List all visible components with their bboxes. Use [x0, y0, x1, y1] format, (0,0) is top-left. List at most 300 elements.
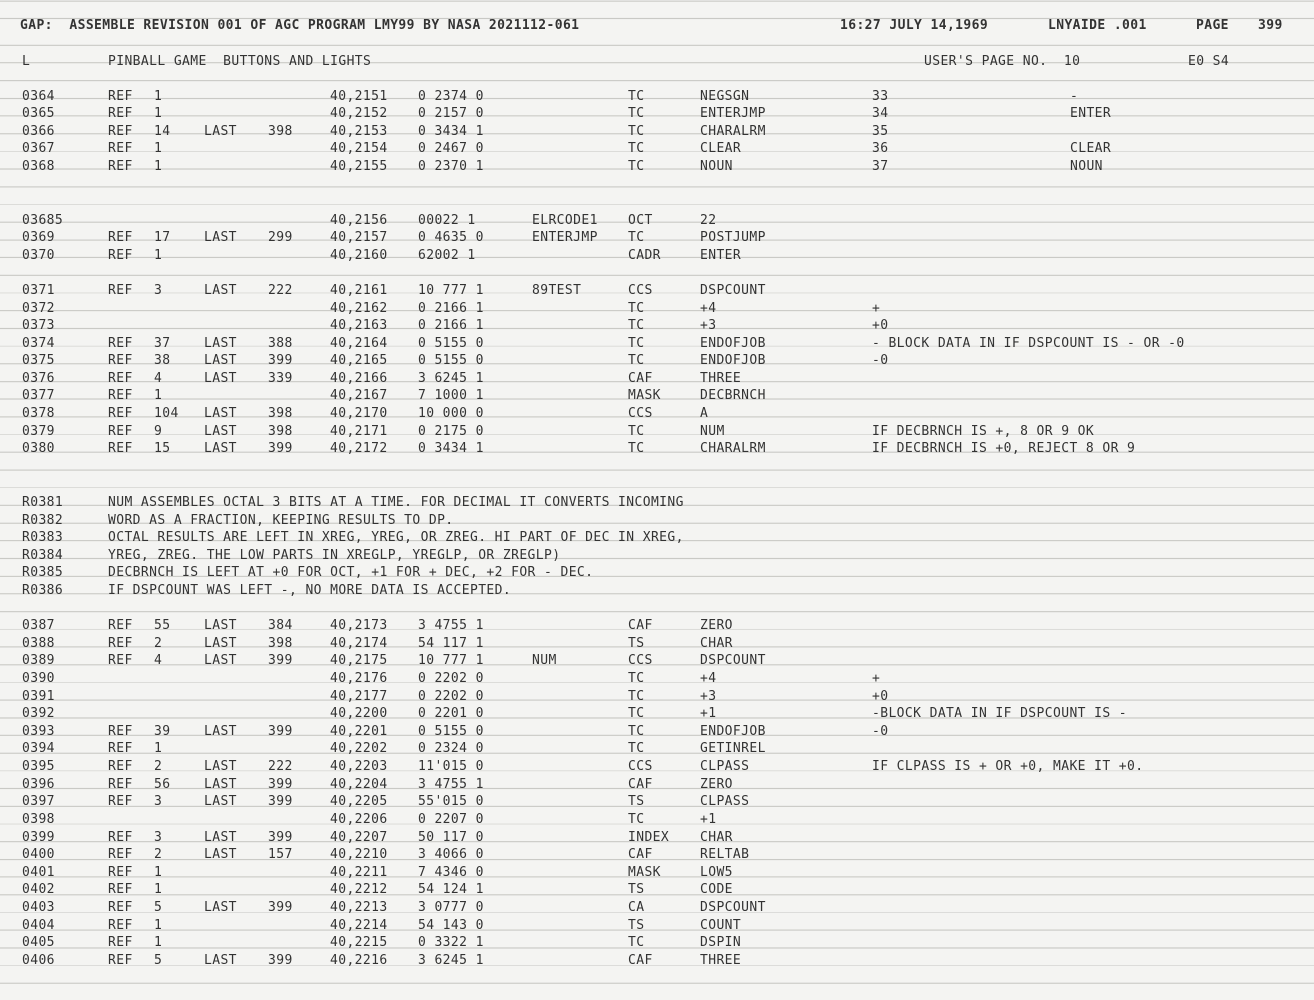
ref-tag: REF — [108, 141, 133, 156]
opcode: CAF — [628, 847, 653, 862]
operand: CLEAR — [700, 141, 742, 156]
ref-tag: REF — [108, 441, 133, 456]
line-number: R0384 — [22, 548, 64, 563]
octal-code: 0 2374 0 — [418, 89, 484, 104]
line-number: 0379 — [22, 424, 55, 439]
line-number: R0381 — [22, 495, 64, 510]
octal-code: 0 2467 0 — [418, 141, 484, 156]
ref-count: 2 — [154, 636, 163, 651]
listing-line — [0, 705, 1314, 723]
operand: CLPASS — [700, 794, 750, 809]
address: 40,2176 — [330, 671, 388, 686]
last-tag: LAST — [204, 124, 237, 139]
ref-count: 1 — [154, 141, 163, 156]
octal-code: 0 2166 1 — [418, 301, 484, 316]
octal-code: 3 4066 0 — [418, 847, 484, 862]
operand: GETINREL — [700, 741, 766, 756]
listing-line — [0, 440, 1314, 458]
ref-count: 55 — [154, 618, 171, 633]
ref-tag: REF — [108, 230, 133, 245]
address: 40,2151 — [330, 89, 388, 104]
octal-code: 0 5155 0 — [418, 724, 484, 739]
operand: LOW5 — [700, 865, 733, 880]
ref-tag: REF — [108, 935, 133, 950]
ref-tag: REF — [108, 830, 133, 845]
comment: 33 — [872, 89, 889, 104]
address: 40,2207 — [330, 830, 388, 845]
remark-text: YREG, ZREG. THE LOW PARTS IN XREGLP, YREGLP, OR ZREGLP) — [108, 548, 561, 563]
operand: ENDOFJOB — [700, 336, 766, 351]
line-number: 0368 — [22, 159, 55, 174]
address: 40,2202 — [330, 741, 388, 756]
ref-count: 3 — [154, 830, 163, 845]
last-line: 398 — [268, 406, 293, 421]
last-tag: LAST — [204, 847, 237, 862]
line-number: 0375 — [22, 353, 55, 368]
line-number: 0405 — [22, 935, 55, 950]
symbol-label: ELRCODE1 — [532, 213, 598, 228]
last-line: 299 — [268, 230, 293, 245]
octal-code: 00022 1 — [418, 213, 476, 228]
operand: +4 — [700, 301, 717, 316]
octal-code: 0 3434 1 — [418, 441, 484, 456]
comment: -0 — [872, 353, 889, 368]
opcode: TC — [628, 301, 645, 316]
listing-line — [0, 352, 1314, 370]
ref-tag: REF — [108, 618, 133, 633]
line-number: R0383 — [22, 530, 64, 545]
listing-header — [0, 17, 1314, 35]
ref-tag: REF — [108, 953, 133, 968]
operand: COUNT — [700, 918, 742, 933]
address: 40,2201 — [330, 724, 388, 739]
opcode: TC — [628, 230, 645, 245]
opcode: OCT — [628, 213, 653, 228]
listing-line — [0, 88, 1314, 106]
listing-line — [0, 952, 1314, 970]
last-tag: LAST — [204, 406, 237, 421]
remark-text: NUM ASSEMBLES OCTAL 3 BITS AT A TIME. FOR DECIMAL IT CONVERTS INCOMING — [108, 495, 684, 510]
operand: NUM — [700, 424, 725, 439]
octal-code: 0 2202 0 — [418, 671, 484, 686]
opcode: CAF — [628, 777, 653, 792]
listing-line — [0, 247, 1314, 265]
address: 40,2166 — [330, 371, 388, 386]
last-line: 398 — [268, 124, 293, 139]
listing-line — [0, 547, 1314, 565]
operand: ENDOFJOB — [700, 353, 766, 368]
listing-line — [0, 370, 1314, 388]
last-tag: LAST — [204, 759, 237, 774]
ref-count: 1 — [154, 89, 163, 104]
opcode: TC — [628, 706, 645, 721]
ref-count: 5 — [154, 953, 163, 968]
operand: POSTJUMP — [700, 230, 766, 245]
octal-code: 3 0777 0 — [418, 900, 484, 915]
comment: -0 — [872, 724, 889, 739]
ref-count: 4 — [154, 371, 163, 386]
listing-line — [0, 917, 1314, 935]
address: 40,2212 — [330, 882, 388, 897]
line-number: 0403 — [22, 900, 55, 915]
listing-line — [0, 758, 1314, 776]
line-number: 0399 — [22, 830, 55, 845]
address: 40,2171 — [330, 424, 388, 439]
ref-tag: REF — [108, 653, 133, 668]
opcode: CCS — [628, 406, 653, 421]
ref-count: 5 — [154, 900, 163, 915]
line-number: R0386 — [22, 583, 64, 598]
last-line: 384 — [268, 618, 293, 633]
ref-tag: REF — [108, 865, 133, 880]
comment: 37 — [872, 159, 889, 174]
comment: + — [872, 671, 881, 686]
opcode: TS — [628, 882, 645, 897]
operand: NOUN — [700, 159, 733, 174]
listing-line — [0, 212, 1314, 230]
ref-count: 9 — [154, 424, 163, 439]
octal-code: 0 3434 1 — [418, 124, 484, 139]
line-number: 0402 — [22, 882, 55, 897]
octal-code: 0 5155 0 — [418, 336, 484, 351]
line-number: 0396 — [22, 777, 55, 792]
listing-line — [0, 282, 1314, 300]
operand: DSPCOUNT — [700, 653, 766, 668]
address: 40,2215 — [330, 935, 388, 950]
listing-line — [0, 512, 1314, 530]
comment: -BLOCK DATA IN IF DSPCOUNT IS - — [872, 706, 1128, 721]
comment: - BLOCK DATA IN IF DSPCOUNT IS - OR -0 — [872, 336, 1185, 351]
octal-code: 0 2201 0 — [418, 706, 484, 721]
ref-count: 3 — [154, 794, 163, 809]
last-tag: LAST — [204, 653, 237, 668]
key-comment: ENTER — [1070, 106, 1112, 121]
ref-count: 2 — [154, 847, 163, 862]
line-number: 0372 — [22, 301, 55, 316]
last-tag: LAST — [204, 283, 237, 298]
ref-tag: REF — [108, 741, 133, 756]
remark-text: OCTAL RESULTS ARE LEFT IN XREG, YREG, OR ZREG. HI PART OF DEC IN XREG, — [108, 530, 684, 545]
last-tag: LAST — [204, 371, 237, 386]
opcode: MASK — [628, 865, 661, 880]
opcode: CCS — [628, 283, 653, 298]
section-code: E0 S4 — [1188, 54, 1230, 69]
octal-code: 0 2207 0 — [418, 812, 484, 827]
last-line: 399 — [268, 353, 293, 368]
line-number: 0367 — [22, 141, 55, 156]
opcode: TS — [628, 636, 645, 651]
address: 40,2172 — [330, 441, 388, 456]
last-tag: LAST — [204, 618, 237, 633]
last-line: 399 — [268, 441, 293, 456]
operand: NEGSGN — [700, 89, 750, 104]
operand: DSPIN — [700, 935, 742, 950]
listing-line — [0, 405, 1314, 423]
address: 40,2174 — [330, 636, 388, 651]
ref-count: 104 — [154, 406, 179, 421]
address: 40,2170 — [330, 406, 388, 421]
comment: 36 — [872, 141, 889, 156]
ref-tag: REF — [108, 406, 133, 421]
comment: IF DECBRNCH IS +0, REJECT 8 OR 9 — [872, 441, 1136, 456]
listing-line — [0, 529, 1314, 547]
address: 40,2173 — [330, 618, 388, 633]
octal-code: 54 124 1 — [418, 882, 484, 897]
octal-code: 54 143 0 — [418, 918, 484, 933]
listing-line — [0, 494, 1314, 512]
operand: CLPASS — [700, 759, 750, 774]
line-number: 0376 — [22, 371, 55, 386]
last-tag: LAST — [204, 794, 237, 809]
listing-line — [0, 582, 1314, 600]
line-number: 0406 — [22, 953, 55, 968]
line-number: 0369 — [22, 230, 55, 245]
line-number: 0364 — [22, 89, 55, 104]
ref-count: 4 — [154, 653, 163, 668]
symbol-label: ENTERJMP — [532, 230, 598, 245]
listing-line — [0, 140, 1314, 158]
listing-line — [0, 793, 1314, 811]
ref-tag: REF — [108, 371, 133, 386]
opcode: TC — [628, 424, 645, 439]
comment: 34 — [872, 106, 889, 121]
operand: +3 — [700, 318, 717, 333]
opcode: TC — [628, 812, 645, 827]
ref-count: 1 — [154, 159, 163, 174]
symbol-label: NUM — [532, 653, 557, 668]
operand: +1 — [700, 706, 717, 721]
ref-tag: REF — [108, 900, 133, 915]
line-number: 0378 — [22, 406, 55, 421]
opcode: TC — [628, 106, 645, 121]
ref-tag: REF — [108, 336, 133, 351]
opcode: CA — [628, 900, 645, 915]
address: 40,2157 — [330, 230, 388, 245]
ref-count: 2 — [154, 759, 163, 774]
last-line: 399 — [268, 724, 293, 739]
operand: CHARALRM — [700, 124, 766, 139]
line-number: R0385 — [22, 565, 64, 580]
address: 40,2163 — [330, 318, 388, 333]
last-tag: LAST — [204, 230, 237, 245]
octal-code: 7 4346 0 — [418, 865, 484, 880]
ref-tag: REF — [108, 636, 133, 651]
section-title: PINBALL GAME BUTTONS AND LIGHTS — [108, 54, 372, 69]
ref-tag: REF — [108, 388, 133, 403]
octal-code: 54 117 1 — [418, 636, 484, 651]
ref-count: 1 — [154, 388, 163, 403]
line-number: 0374 — [22, 336, 55, 351]
operand: CODE — [700, 882, 733, 897]
address: 40,2164 — [330, 336, 388, 351]
listing-line — [0, 652, 1314, 670]
ref-count: 1 — [154, 865, 163, 880]
address: 40,2210 — [330, 847, 388, 862]
listing-line — [0, 387, 1314, 405]
listing-line — [0, 123, 1314, 141]
opcode: CAF — [628, 618, 653, 633]
line-number: 0395 — [22, 759, 55, 774]
subheader-mark: L — [22, 54, 31, 69]
line-number: 03685 — [22, 213, 64, 228]
ref-count: 1 — [154, 741, 163, 756]
address: 40,2200 — [330, 706, 388, 721]
last-tag: LAST — [204, 953, 237, 968]
line-number: 0404 — [22, 918, 55, 933]
operand: CHARALRM — [700, 441, 766, 456]
opcode: TC — [628, 935, 645, 950]
symbol-label: 89TEST — [532, 283, 582, 298]
last-line: 399 — [268, 794, 293, 809]
ref-tag: REF — [108, 248, 133, 263]
last-line: 399 — [268, 653, 293, 668]
listing-line — [0, 158, 1314, 176]
address: 40,2211 — [330, 865, 388, 880]
header-page-number: 399 — [1258, 18, 1283, 33]
octal-code: 10 000 0 — [418, 406, 484, 421]
octal-code: 0 3322 1 — [418, 935, 484, 950]
opcode: CAF — [628, 371, 653, 386]
last-line: 399 — [268, 953, 293, 968]
line-number: 0370 — [22, 248, 55, 263]
ref-count: 14 — [154, 124, 171, 139]
line-number: R0382 — [22, 513, 64, 528]
last-tag: LAST — [204, 724, 237, 739]
last-tag: LAST — [204, 441, 237, 456]
listing-line — [0, 740, 1314, 758]
line-number: 0390 — [22, 671, 55, 686]
address: 40,2213 — [330, 900, 388, 915]
operand: THREE — [700, 953, 742, 968]
comment: IF CLPASS IS + OR +0, MAKE IT +0. — [872, 759, 1144, 774]
line-number: 0389 — [22, 653, 55, 668]
ref-tag: REF — [108, 794, 133, 809]
operand: ZERO — [700, 777, 733, 792]
octal-code: 0 2202 0 — [418, 689, 484, 704]
octal-code: 7 1000 1 — [418, 388, 484, 403]
operand: DSPCOUNT — [700, 283, 766, 298]
address: 40,2175 — [330, 653, 388, 668]
ref-tag: REF — [108, 847, 133, 862]
octal-code: 0 5155 0 — [418, 353, 484, 368]
address: 40,2167 — [330, 388, 388, 403]
ref-count: 38 — [154, 353, 171, 368]
last-tag: LAST — [204, 777, 237, 792]
ref-tag: REF — [108, 759, 133, 774]
opcode: TS — [628, 794, 645, 809]
line-number: 0387 — [22, 618, 55, 633]
operand: DECBRNCH — [700, 388, 766, 403]
ref-tag: REF — [108, 283, 133, 298]
comment: +0 — [872, 318, 889, 333]
listing-line — [0, 635, 1314, 653]
line-number: 0397 — [22, 794, 55, 809]
opcode: TC — [628, 353, 645, 368]
opcode: TC — [628, 141, 645, 156]
octal-code: 0 2157 0 — [418, 106, 484, 121]
octal-code: 3 6245 1 — [418, 371, 484, 386]
remark-text: WORD AS A FRACTION, KEEPING RESULTS TO DP. — [108, 513, 454, 528]
ref-count: 56 — [154, 777, 171, 792]
ref-count: 1 — [154, 918, 163, 933]
line-number: 0365 — [22, 106, 55, 121]
line-number: 0394 — [22, 741, 55, 756]
listing-line — [0, 688, 1314, 706]
last-line: 388 — [268, 336, 293, 351]
remark-text: DECBRNCH IS LEFT AT +0 FOR OCT, +1 FOR + DEC, +2 FOR - DEC. — [108, 565, 594, 580]
ref-count: 1 — [154, 882, 163, 897]
ref-tag: REF — [108, 777, 133, 792]
opcode: TC — [628, 741, 645, 756]
line-number: 0377 — [22, 388, 55, 403]
octal-code: 50 117 0 — [418, 830, 484, 845]
address: 40,2156 — [330, 213, 388, 228]
address: 40,2162 — [330, 301, 388, 316]
listing-line — [0, 317, 1314, 335]
comment: +0 — [872, 689, 889, 704]
operand: DSPCOUNT — [700, 900, 766, 915]
opcode: TC — [628, 124, 645, 139]
opcode: TC — [628, 159, 645, 174]
line-number: 0371 — [22, 283, 55, 298]
line-number: 0366 — [22, 124, 55, 139]
ref-count: 3 — [154, 283, 163, 298]
address: 40,2155 — [330, 159, 388, 174]
operand: +3 — [700, 689, 717, 704]
address: 40,2205 — [330, 794, 388, 809]
opcode: CADR — [628, 248, 661, 263]
ref-tag: REF — [108, 724, 133, 739]
operand: ENTERJMP — [700, 106, 766, 121]
address: 40,2203 — [330, 759, 388, 774]
line-number: 0388 — [22, 636, 55, 651]
remark-text: IF DSPCOUNT WAS LEFT -, NO MORE DATA IS ACCEPTED. — [108, 583, 512, 598]
listing-line — [0, 811, 1314, 829]
octal-code: 3 4755 1 — [418, 618, 484, 633]
ref-tag: REF — [108, 353, 133, 368]
listing-line — [0, 934, 1314, 952]
line-number: 0373 — [22, 318, 55, 333]
listing-line — [0, 335, 1314, 353]
listing-line — [0, 670, 1314, 688]
last-tag: LAST — [204, 336, 237, 351]
listing-line — [0, 300, 1314, 318]
ref-tag: REF — [108, 89, 133, 104]
octal-code: 3 6245 1 — [418, 953, 484, 968]
operand: ENTER — [700, 248, 742, 263]
listing-line — [0, 617, 1314, 635]
octal-code: 0 2175 0 — [418, 424, 484, 439]
header-title: GAP: ASSEMBLE REVISION 001 OF AGC PROGRAM LMY99 BY NASA 2021112-061 — [20, 18, 580, 33]
last-line: 399 — [268, 830, 293, 845]
opcode: CCS — [628, 653, 653, 668]
octal-code: 55'015 0 — [418, 794, 484, 809]
operand: +1 — [700, 812, 717, 827]
listing-line — [0, 105, 1314, 123]
listing-line — [0, 423, 1314, 441]
last-line: 399 — [268, 777, 293, 792]
opcode: MASK — [628, 388, 661, 403]
ref-tag: REF — [108, 106, 133, 121]
line-number: 0398 — [22, 812, 55, 827]
ref-tag: REF — [108, 882, 133, 897]
comment: IF DECBRNCH IS +, 8 OR 9 OK — [872, 424, 1095, 439]
operand: A — [700, 406, 709, 421]
comment: 35 — [872, 124, 889, 139]
header-printer: LNYAIDE .001 — [1048, 18, 1147, 33]
header-timestamp: 16:27 JULY 14,1969 — [840, 18, 989, 33]
line-number: 0392 — [22, 706, 55, 721]
